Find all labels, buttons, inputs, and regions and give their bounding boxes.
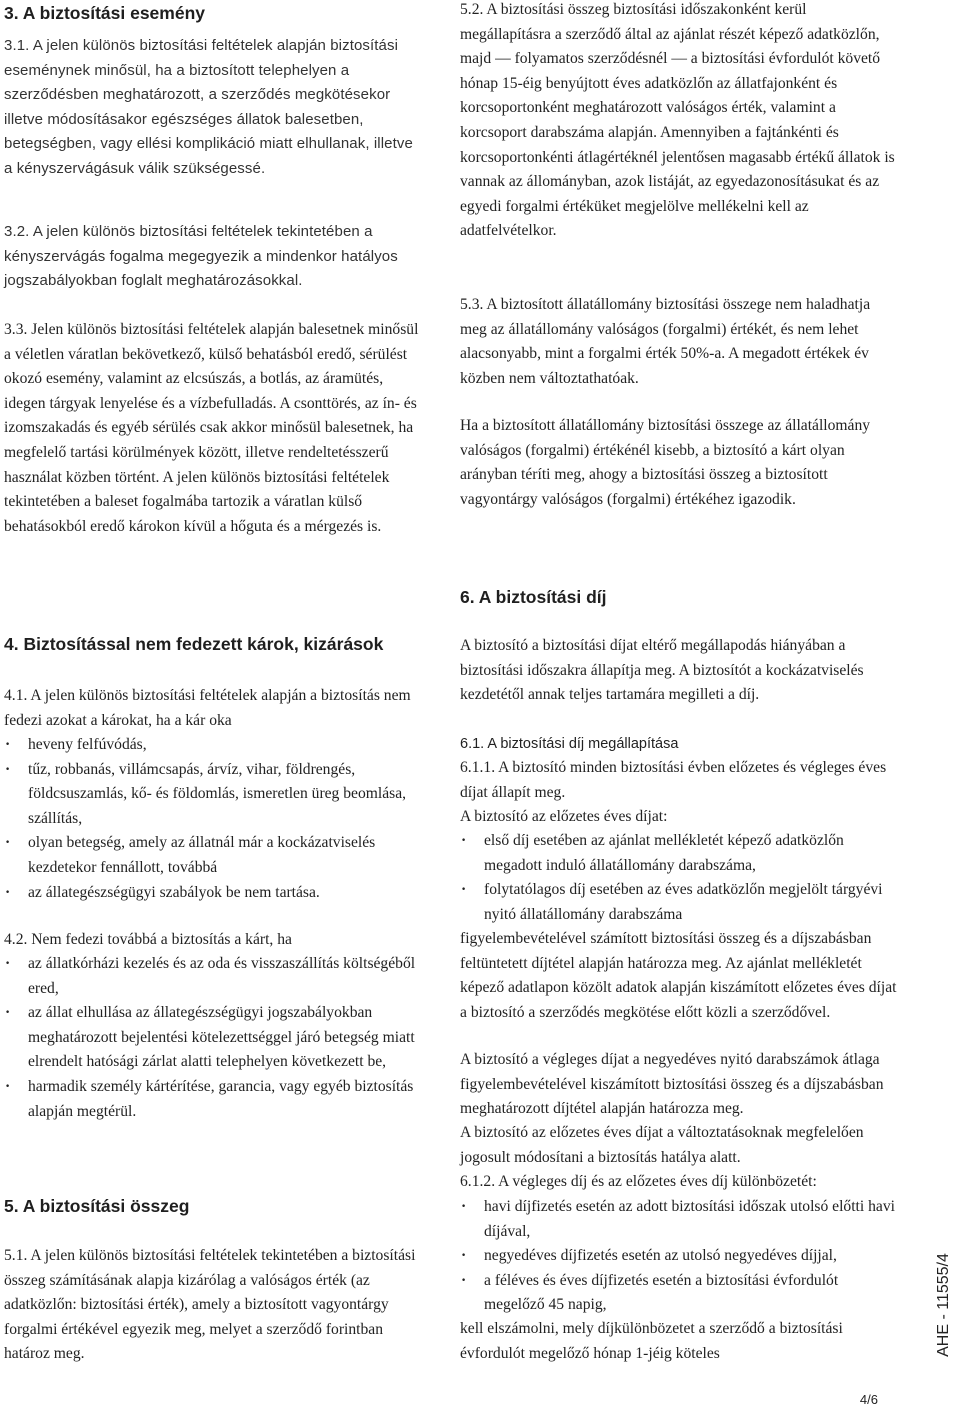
list-item: · havi díjfizetés esetén az adott biztosítási időszak utolsó előtti havi díjával, [460,1195,900,1244]
paragraph-6-pre: A biztosító az előzetes éves díjat: [460,808,668,825]
paragraph-4-2: 4.2. Nem fedezi továbbá a biztosítás a kárt, ha [4,931,292,948]
paragraph-6-1-2: 6.1.2. A végleges díj és az előzetes éves díj különbözetét: [460,1173,817,1190]
paragraph-3-1: 3.1. A jelen különös biztosítási feltételek alapján biztosítási eseménynek minősül, ha a biztosított telephelyen a szerződésben meghatározott, a szerződés megkötésekor illetve módosításakor egészséges állatok balesetben, betegségben, vagy ellési komplikáció miatt elhullanak, illetve a kényszervágásuk válik szükségessé. [4,37,413,177]
paragraph-4-1: 4.1. A jelen különös biztosítási feltételek alapján a biztosítás nem fedezi azokat a károkat, ha a kár oka [4,687,411,729]
exclusion-list-4-2 [4,952,422,1124]
section-4-heading: 4. Biztosítással nem fedezett károk, kizárások [4,634,384,654]
section-3-heading: 3. A biztosítási esemény [4,3,206,23]
paragraph-5-1: 5.1. A jelen különös biztosítási feltételek tekintetében a biztosítási összeg számításának alapja kizárólag a valóságos érték (az adatközlőn: biztosítási érték), amely a biztosított vagyontárgy forgalmi értékével egyezik meg, melyet a szerződő forintban határoz meg. [4,1247,416,1363]
section-6-heading: 6. A biztosítási díj [460,587,607,607]
list-item: · az állat elhullása az állategészségügyi jogszabályokban meghatározott bejelentési kötelezettséggel járó betegség miatt elrendelt hatósági zárlat alatti telephelyen következett be, [4,1001,422,1075]
paragraph-6-d: kell elszámolni, mely díjkülönbözetet a szerződő a biztosítási évfordulót megelőző hónap 1-jéig köteles [460,1320,843,1362]
document-code [930,1250,958,1360]
section-5-heading: 5. A biztosítási összeg [4,1196,190,1216]
settlement-list [460,1195,900,1318]
page-number: 4/6 [859,1392,878,1407]
list-item: · első díj esetében az ajánlat mellékletét képező adatközlőn megadott induló állatállomány darabszáma, [460,829,900,878]
exclusion-list-4-1 [4,733,422,905]
paragraph-6-c: A biztosító az előzetes éves díjat a változtatásoknak megfelelően jogosult módosítani a biztosítás hatálya alatt. [460,1124,864,1166]
document-code-text: AHE - 11555/4 [935,1253,952,1357]
paragraph-5-3: 5.3. A biztosított állatállomány biztosítási összege nem haladhatja meg az állatállomány valóságos (forgalmi) értékét, és nem lehet alacsonyabb, mint a forgalmi érték 50%-a. A megadott értékek év közben nem változtathatóak. [460,296,871,387]
paragraph-3-2: 3.2. A jelen különös biztosítási feltételek tekintetében a kényszervágás fogalma megegyezik a mindenkor hatályos jogszabályokban foglalt meghatározásokkal. [4,223,398,290]
paragraph-6-intro: A biztosító a biztosítási díjat eltérő megállapodás hiányában a biztosítási időszakra állapítja meg. A biztosítót a kockázatviselés kezdetétől annak teljes tartamára megilleti a díj. [460,637,864,704]
paragraph-6-a: figyelembevételével számított biztosítási összeg és a díjszabásban feltüntetett díjtétel alapján határozza meg. Az ajánlat mellékletét képező adatlapon közölt adatok alapján kiszámított előzetes éves díjat a biztosító a szerződés megkötése előtt közli a szerződővel. [460,930,897,1021]
section-6-1-heading: 6.1. A biztosítási díj megállapítása [460,736,679,752]
paragraph-3-3: 3.3. Jelen különös biztosítási feltételek alapján balesetnek minősül a véletlen váratlan bekövetkező, külső behatásból eredő, sérülést okozó esemény, valamint az elcsúszás, a botlás, az áramütés, idegen tárgyak lenyelése és a vízbefulladás. A csonttörés, az ín- és izomszakadás és egyéb sérülés csak akkor minősül balesetnek, ha megfelelő tartási körülmények között, illetve rendeltetésszerű használat közben történt. A jelen különös biztosítási feltételek tekintetében a baleset fogalmába tartozik a váratlan külső behatásokból eredő károkon kívül a hőguta és a mérgezés is. [4,321,419,535]
list-item: · a féléves és éves díjfizetés esetén a biztosítási évfordulót megelőző 45 napig, [460,1269,900,1318]
paragraph-5-2: 5.2. A biztosítási összeg biztosítási időszakonként kerül megállapításra a szerződő által az ajánlat részét képező adatközlőn, majd — folyamatos szerződésnél — a biztosítási évfordulót követő hónap 15-éig benyújtott éves adatközlőn az állatfajonként és korcsoportonként meghatározott valóságos érték, valamint a korcsoport darabszáma alapján. Amennyiben a fajtánkénti és korcsoportonkénti átlagértéknél jelentősen magasabb értékű állatok is vannak az állományban, azok listáját, az egyedazonosításukat és az egyedi forgalmi értéküket megjelölve mellékelni kell az adatfelvételkor. [460,1,895,240]
list-item: · heveny felfúvódás, [4,733,422,758]
paragraph-6-1-1: 6.1.1. A biztosító minden biztosítási évben előzetes és végleges éves díjat állapít meg. [460,759,887,801]
list-item: · az állatkórházi kezelés és az oda és visszaszállítás költségéből ered, [4,952,422,1001]
list-item: · tűz, robbanás, villámcsapás, árvíz, vihar, földrengés, földcsuszamlás, kő- és földomlás, ismeretlen üreg beomlása, szállítás, [4,758,422,832]
premium-basis-list [460,829,900,927]
list-item: · folytatólagos díj esetében az éves adatközlőn megjelölt tárgyévi nyitó állatállomány darabszáma [460,878,900,927]
list-item: · negyedéves díjfizetés esetén az utolsó negyedéves díjjal, [460,1244,900,1269]
paragraph-5-3-continued: Ha a biztosított állatállomány biztosítási összege az állatállomány valóságos (forgalmi) értékénél kisebb, a biztosító a kárt olyan arányban téríti meg, ahogy a biztosítási összeg a biztosított vagyontárgy valóságos (forgalmi) értékéhez igazodik. [460,417,871,508]
paragraph-6-b: A biztosító a végleges díjat a negyedéves nyitó darabszámok átlaga figyelembevételével kiszámított biztosítási összeg és a díjszabásban meghatározott díjtétel alapján határozza meg. [460,1051,884,1118]
list-item: · harmadik személy kártérítése, garancia, vagy egyéb biztosítás alapján megtérül. [4,1075,422,1124]
list-item: · olyan betegség, amely az állatnál már a kockázatviselés kezdetekor fennállott, továbbá [4,831,422,880]
list-item: · az állategészségügyi szabályok be nem tartása. [4,881,422,906]
